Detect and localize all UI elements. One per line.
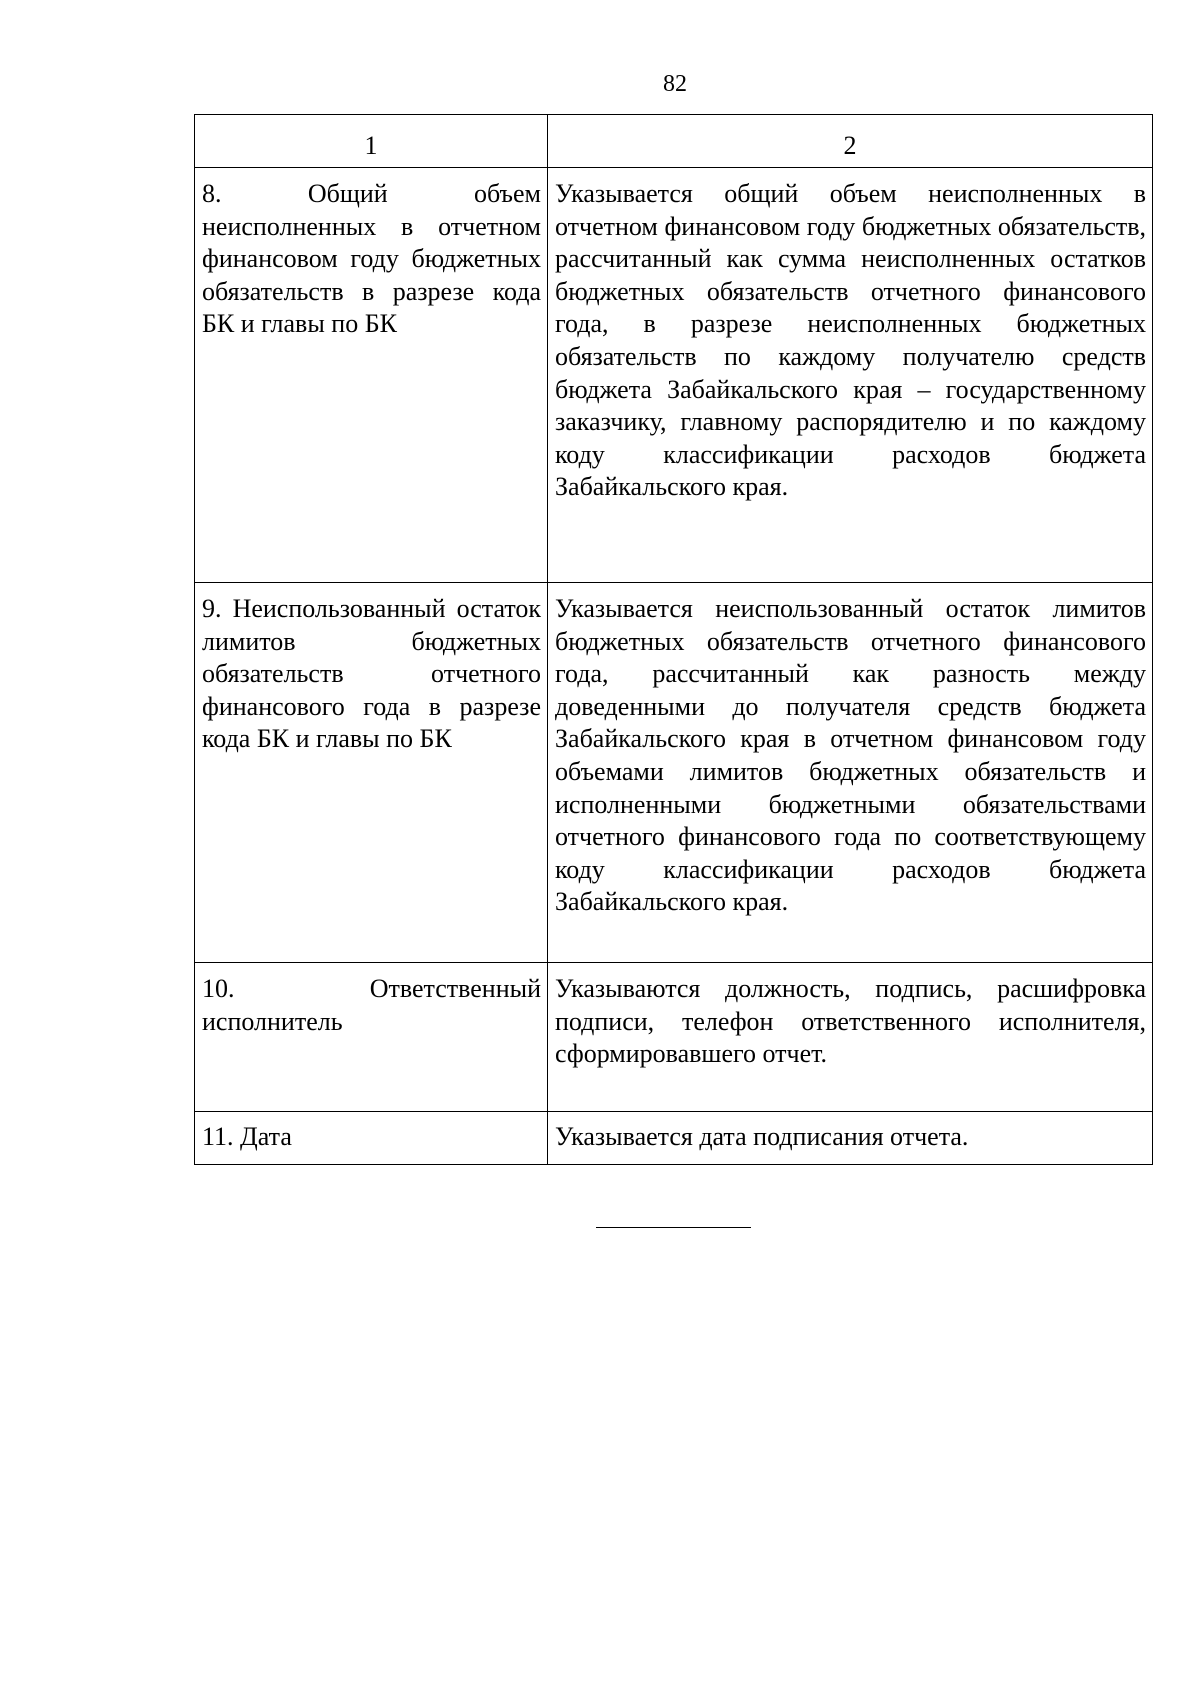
instructions-table <box>194 114 1153 1165</box>
description-cell: Указываются должность, подпись, расшифровка подписи, телефон ответственного исполнителя, сформировавшего отчет. <box>548 963 1153 1112</box>
table-row <box>195 963 1153 1112</box>
item-cell: 8. Общий объем неисполненных в отчетном финансовом году бюджетных обязательств в разрезе кода БК и главы по БК <box>195 168 548 583</box>
item-cell: 10. Ответственный исполнитель <box>195 963 548 1112</box>
column-header-2: 2 <box>548 115 1153 168</box>
table-header-row <box>195 115 1153 168</box>
table-row <box>195 168 1153 583</box>
item-cell: 9. Неиспользованный остаток лимитов бюджетных обязательств отчетного финансового года в разрезе кода БК и главы по БК <box>195 583 548 963</box>
table-row <box>195 1112 1153 1165</box>
column-header-1: 1 <box>195 115 548 168</box>
page-number: 82 <box>663 71 687 97</box>
description-cell: Указывается неиспользованный остаток лимитов бюджетных обязательств отчетного финансового года, рассчитанный как разность между доведенными до получателя средств бюджета Забайкальского края в отчетном финансовом году объемами лимитов бюджетных обязательств и исполненными бюджетными обязательствами отчетного финансового года по соответствующему коду классификации расходов бюджета Забайкальского края. <box>548 583 1153 963</box>
table-row <box>195 583 1153 963</box>
description-cell: Указывается дата подписания отчета. <box>548 1112 1153 1165</box>
closing-divider-line <box>596 1227 751 1228</box>
description-cell: Указывается общий объем неисполненных в отчетном финансовом году бюджетных обязательств, рассчитанный как сумма неисполненных остатков бюджетных обязательств отчетного финансового года, в разрезе неисполненных бюджетных обязательств по каждому получателю средств бюджета Забайкальского края – государственному заказчику, главному распорядителю и по каждому коду классификации расходов бюджета Забайкальского края. <box>548 168 1153 583</box>
item-cell: 11. Дата <box>195 1112 548 1165</box>
